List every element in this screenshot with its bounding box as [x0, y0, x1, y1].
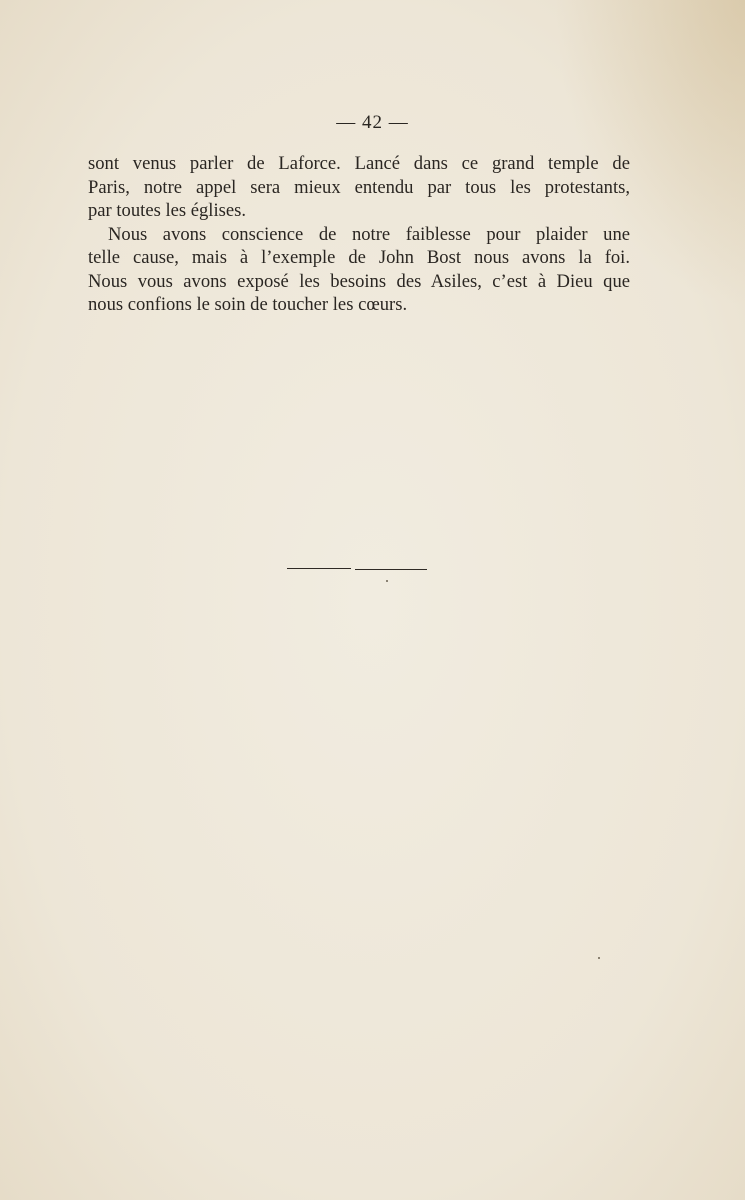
- text-line: par toutes les églises.: [88, 200, 247, 221]
- text-line: telle cause, mais à l’exemple de John Bost nous avons la foi.: [88, 247, 630, 268]
- body-text: [88, 152, 630, 317]
- text-line: nous confions le soin de toucher les cœurs.: [88, 294, 408, 315]
- text-line: Nous avons conscience de notre faiblesse pour plaider une: [108, 223, 630, 245]
- text-line: Paris, notre appel sera mieux entendu par tous les protestants,: [88, 176, 630, 198]
- text-line: Nous vous avons exposé les besoins des Asiles, c’est à Dieu que: [88, 270, 630, 292]
- paragraph-2: [88, 223, 630, 317]
- ink-speck: [598, 957, 600, 959]
- section-end-rule: [287, 568, 427, 572]
- page-number: — 42 —: [336, 112, 409, 133]
- rule-left: [287, 568, 351, 569]
- paragraph-1: [88, 152, 630, 223]
- rule-right: [355, 569, 427, 570]
- ink-speck: [386, 580, 388, 582]
- text-line: sont venus parler de Laforce. Lancé dans ce grand temple de: [88, 153, 630, 174]
